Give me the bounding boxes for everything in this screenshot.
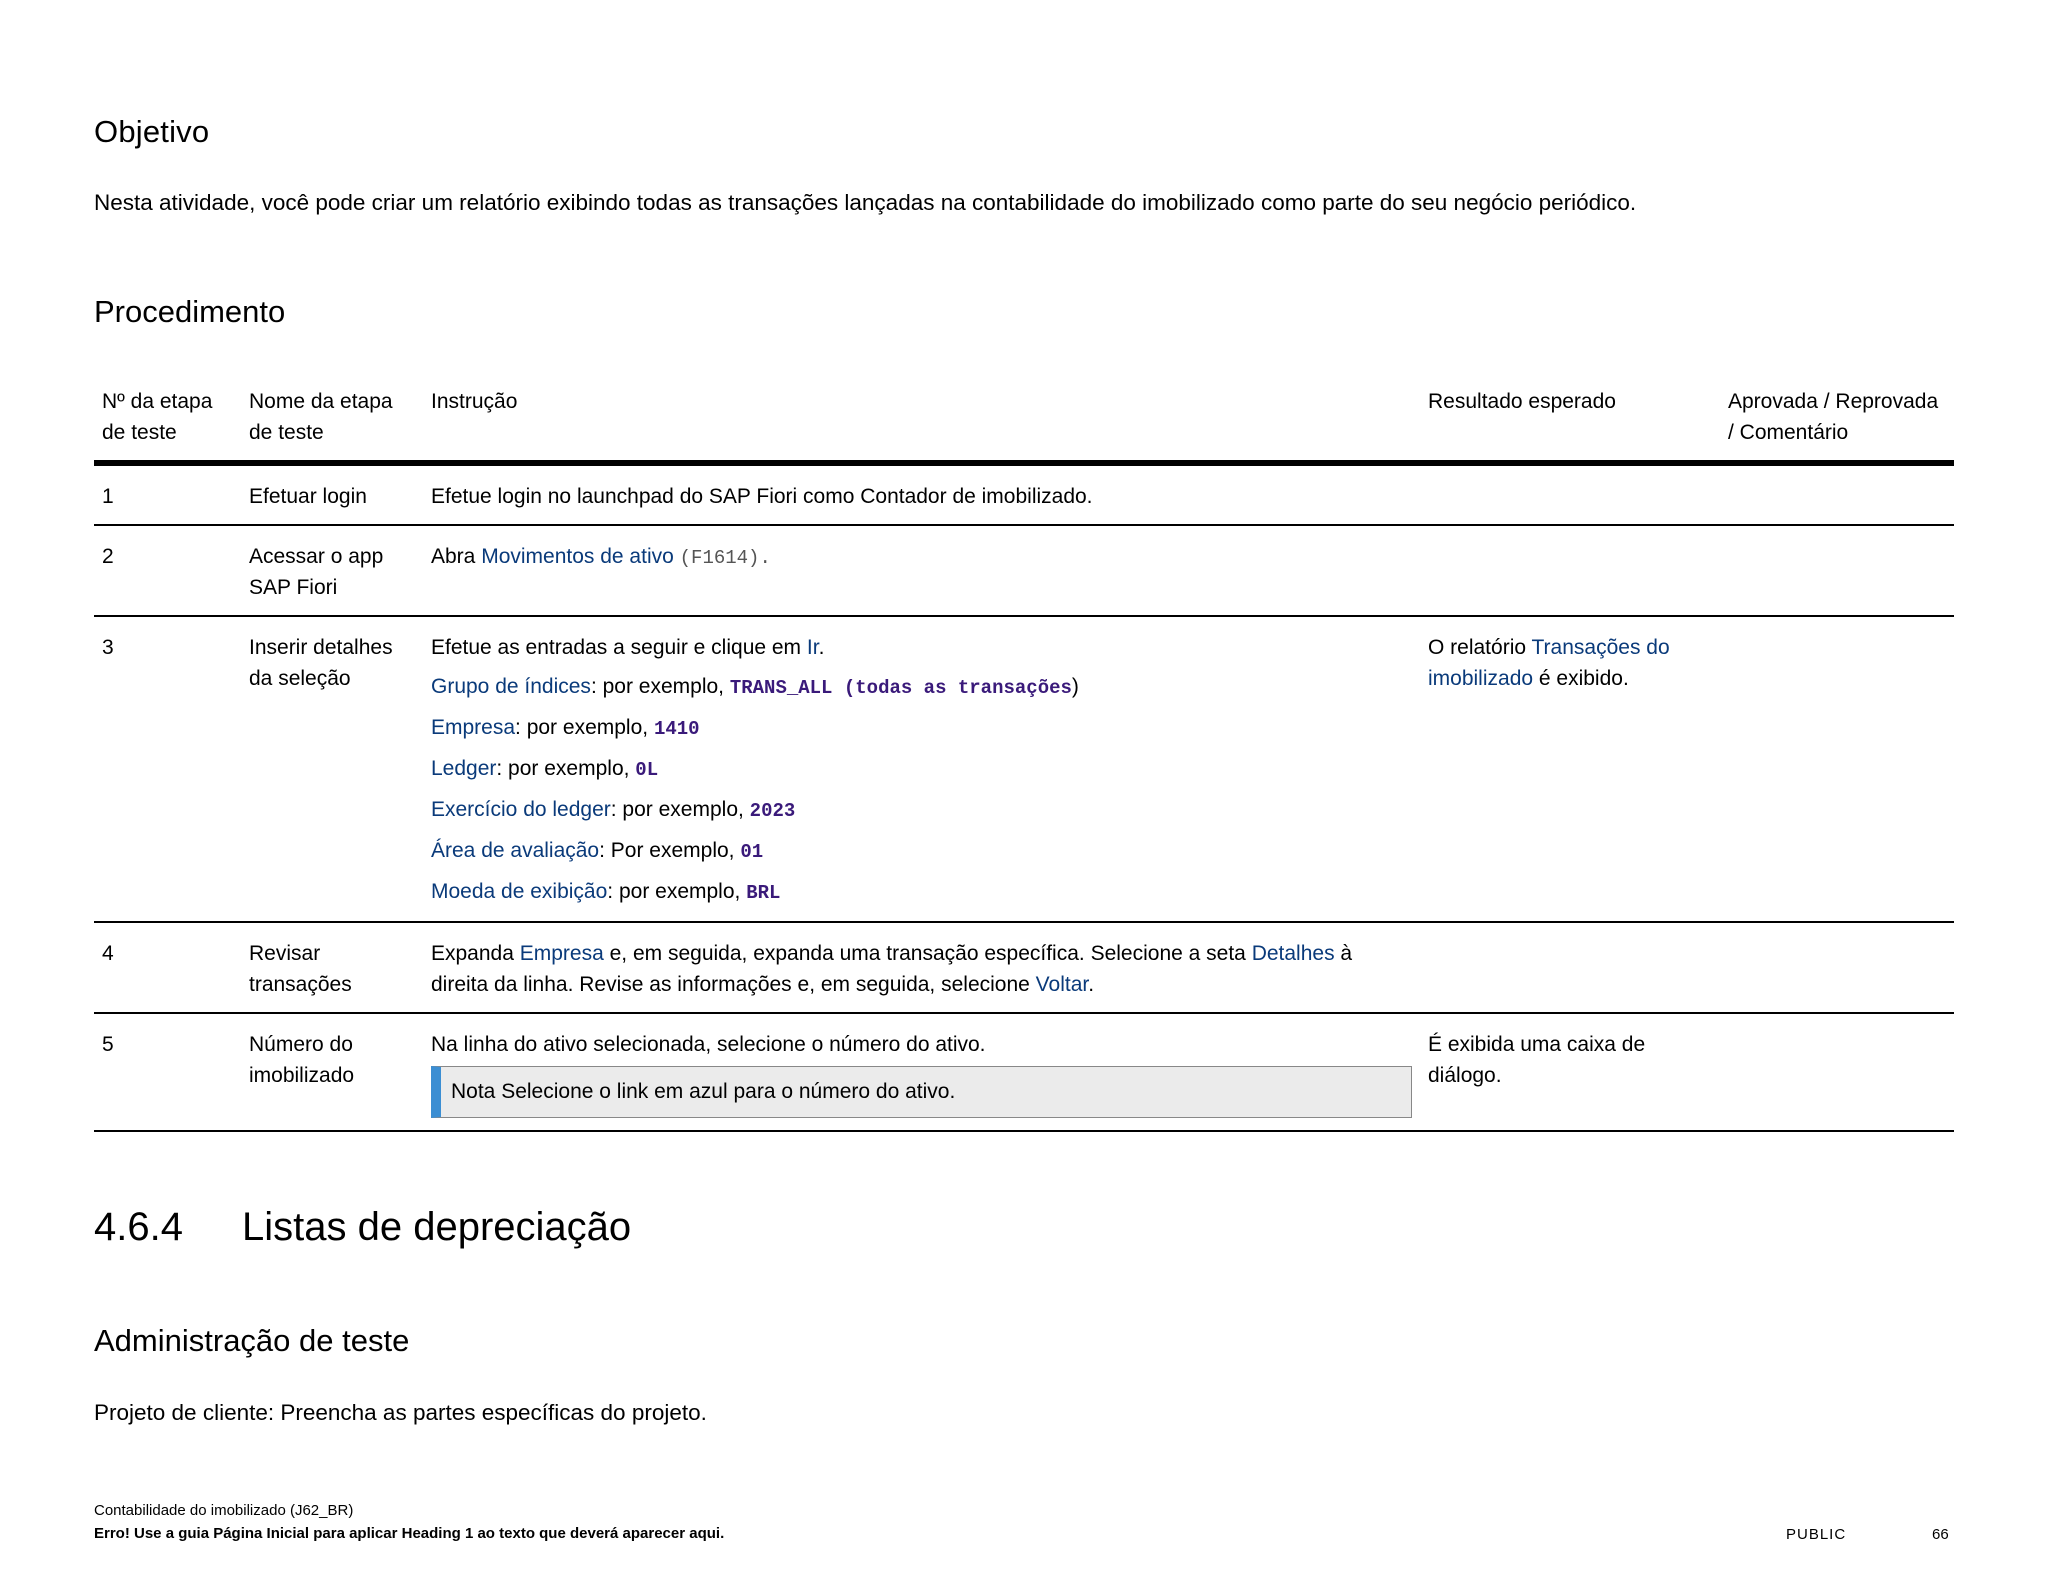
back-label: Voltar bbox=[1035, 973, 1089, 996]
document-page bbox=[94, 0, 1954, 1582]
instruction-text: Abra bbox=[431, 545, 482, 568]
col-header-instruction: Instrução bbox=[423, 380, 1420, 463]
app-name-link: Movimentos de ativo bbox=[481, 545, 674, 568]
step-name: Efetuar login bbox=[241, 463, 423, 525]
admin-text: Projeto de cliente: Preencha as partes específicas do projeto. bbox=[94, 1400, 707, 1425]
admin-heading: Administração de teste bbox=[94, 1323, 410, 1358]
field-line-index-group: Grupo de índices: por exemplo, TRANS_ALL (todas as transações) bbox=[431, 675, 1079, 699]
go-button-label: Ir bbox=[806, 636, 819, 659]
step-comment bbox=[1720, 922, 1954, 1013]
step-result: É exibida uma caixa de diálogo. bbox=[1420, 1013, 1720, 1131]
step-number: 5 bbox=[94, 1013, 241, 1131]
field-line-valuation-area: Área de avaliação: Por exemplo, 01 bbox=[431, 839, 764, 863]
step-comment bbox=[1720, 616, 1954, 922]
company-label: Empresa bbox=[519, 942, 604, 965]
step-name: Acessar o app SAP Fiori bbox=[241, 525, 423, 616]
col-header-step-name: Nome da etapa de teste bbox=[241, 380, 423, 463]
instruction-line: Efetue as entradas a seguir e clique em Ir. bbox=[431, 636, 825, 659]
step-number: 3 bbox=[94, 616, 241, 922]
table-row bbox=[94, 616, 1954, 922]
field-line-ledger-year: Exercício do ledger: por exemplo, 2023 bbox=[431, 798, 796, 822]
field-line-ledger: Ledger: por exemplo, 0L bbox=[431, 757, 659, 781]
footer-course-title: Contabilidade do imobilizado (J62_BR) bbox=[94, 1502, 354, 1519]
step-name: Número do imobilizado bbox=[241, 1013, 423, 1131]
step-instruction: Expanda Empresa e, em seguida, expanda uma transação específica. Selecione a seta Detalhes à direita da linha. Revise as informações e, em seguida, selecione Voltar. bbox=[423, 922, 1420, 1013]
step-comment bbox=[1720, 463, 1954, 525]
step-comment bbox=[1720, 525, 1954, 616]
step-instruction bbox=[423, 525, 1420, 616]
details-label: Detalhes bbox=[1251, 942, 1335, 965]
section-heading bbox=[94, 1205, 631, 1250]
note-box: Nota Selecione o link em azul para o número do ativo. bbox=[431, 1066, 1412, 1118]
instruction-text: Na linha do ativo selecionada, selecione o número do ativo. bbox=[431, 1033, 986, 1056]
step-result bbox=[1420, 463, 1720, 525]
step-name: Inserir detalhes da seleção bbox=[241, 616, 423, 922]
col-header-comment: Aprovada / Reprovada / Comentário bbox=[1720, 380, 1954, 463]
objective-heading: Objetivo bbox=[94, 114, 210, 149]
step-number: 4 bbox=[94, 922, 241, 1013]
footer-classification: PUBLIC bbox=[1786, 1526, 1847, 1543]
field-line-company: Empresa: por exemplo, 1410 bbox=[431, 716, 700, 740]
footer-page-number: 66 bbox=[1932, 1526, 1949, 1543]
table-header-row bbox=[94, 380, 1954, 463]
step-name: Revisar transações bbox=[241, 922, 423, 1013]
step-comment bbox=[1720, 1013, 1954, 1131]
step-instruction bbox=[423, 616, 1420, 922]
report-name-link: Transações do imobilizado bbox=[1428, 636, 1670, 690]
table-row bbox=[94, 525, 1954, 616]
procedure-heading: Procedimento bbox=[94, 294, 286, 329]
step-instruction: Efetue login no launchpad do SAP Fiori como Contador de imobilizado. bbox=[423, 463, 1420, 525]
table-row bbox=[94, 463, 1954, 525]
instruction-punct: . bbox=[759, 547, 771, 569]
table-row bbox=[94, 1013, 1954, 1131]
field-line-display-currency: Moeda de exibição: por exemplo, BRL bbox=[431, 880, 781, 904]
step-result: O relatório Transações do imobilizado é exibido. bbox=[1420, 616, 1720, 922]
step-number: 2 bbox=[94, 525, 241, 616]
objective-text: Nesta atividade, você pode criar um relatório exibindo todas as transações lançadas na contabilidade do imobilizado como parte do seu negócio periódico. bbox=[94, 190, 1637, 215]
procedure-table bbox=[94, 380, 1954, 1132]
step-result bbox=[1420, 922, 1720, 1013]
table-row bbox=[94, 922, 1954, 1013]
step-result bbox=[1420, 525, 1720, 616]
app-id-code: (F1614) bbox=[679, 547, 760, 569]
step-number: 1 bbox=[94, 463, 241, 525]
col-header-expected-result: Resultado esperado bbox=[1420, 380, 1720, 463]
col-header-step-no: Nº da etapa de teste bbox=[94, 380, 241, 463]
footer-error-text: Erro! Use a guia Página Inicial para aplicar Heading 1 ao texto que deverá aparecer aqui. bbox=[94, 1525, 725, 1542]
section-title: Listas de depreciação bbox=[242, 1205, 632, 1249]
section-number: 4.6.4 bbox=[94, 1205, 183, 1249]
step-instruction bbox=[423, 1013, 1420, 1131]
